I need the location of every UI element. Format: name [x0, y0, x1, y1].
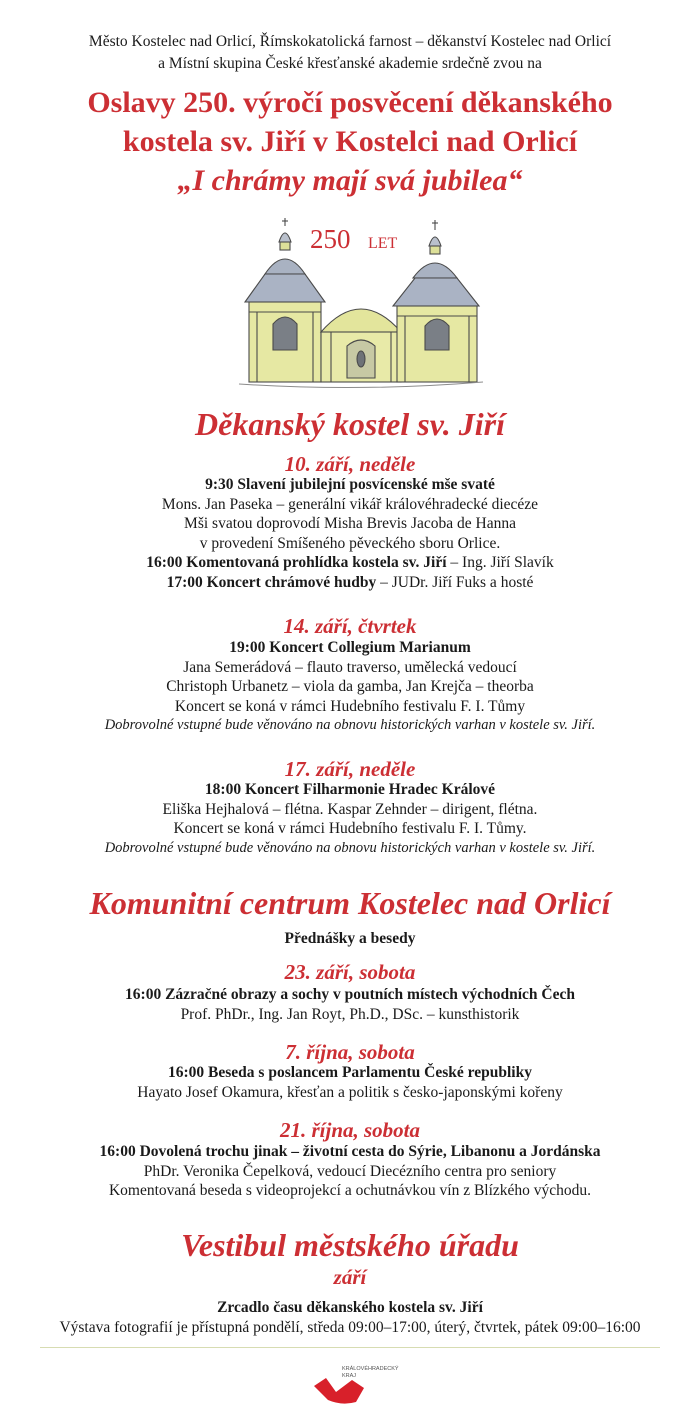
event-line: 9:30 Slavení jubilejní posvícenské mše svaté [205, 476, 495, 493]
event-date: září [333, 1265, 367, 1289]
event-line: Prof. PhDr., Ing. Jan Royt, Ph.D., DSc. – kunsthistorik [180, 1005, 520, 1023]
church-illustration [235, 216, 485, 396]
event-line: 19:00 Koncert Collegium Marianum [229, 639, 471, 656]
event-line: 16:00 Zázračné obrazy a sochy v poutních místech východních Čech [125, 986, 575, 1003]
event-line: Eliška Hejhalová – flétna. Kaspar Zehnder – dirigent, flétna. [162, 800, 538, 818]
event-date: 10. září, neděle [284, 452, 416, 476]
event-line: PhDr. Veronika Čepelková, vedoucí Diecézního centra pro seniory [143, 1162, 557, 1180]
event-line: Christoph Urbanetz – viola da gamba, Jan Krejča – theorba [166, 678, 534, 695]
section-heading-vestibule: Vestibul městského úřadu [181, 1227, 519, 1263]
intro-line: a Místní skupina České křesťanské akademie srdečně zvou na [158, 55, 542, 72]
event-line: Zrcadlo času děkanského kostela sv. Jiří [217, 1299, 483, 1316]
section-heading-church: Děkanský kostel sv. Jiří [195, 406, 505, 442]
event-line: Jana Semerádová – flauto traverso, umělecká vedoucí [183, 658, 517, 676]
event-date: 17. září, neděle [284, 757, 416, 781]
intro-text [0, 31, 700, 75]
logo-text: KRÁLOVÉHRADECKÝ [342, 1366, 399, 1372]
event-details [0, 1063, 700, 1102]
event-date: 14. září, čtvrtek [283, 614, 417, 638]
event-line: 18:00 Koncert Filharmonie Hradec Králové [204, 781, 496, 798]
title-line: Oslavy 250. výročí posvěcení děkanského [87, 86, 613, 119]
event-date: 21. října, sobota [279, 1118, 421, 1142]
event-line: v provedení Smíšeného pěveckého sboru Orlice. [199, 534, 501, 552]
event-date: 23. září, sobota [284, 960, 416, 984]
section-heading-community: Komunitní centrum Kostelec nad Orlicí [89, 885, 611, 921]
event-line: Mši svatou doprovodí Misha Brevis Jacoba de Hanna [184, 515, 516, 532]
event-line: Hayato Josef Okamura, křesťan a politik s česko-japonskými kořeny [137, 1083, 563, 1101]
event-date: 7. října, sobota [285, 1040, 415, 1064]
central-facade [321, 309, 401, 382]
event-details [0, 638, 700, 736]
kralovehradecky-kraj-logo [312, 1358, 399, 1406]
title-line: kostela sv. Jiří v Kostelci nad Orlicí [122, 125, 578, 158]
event-details [0, 475, 700, 592]
event-line: Koncert se koná v rámci Hudebního festivalu F. I. Tůmy. [173, 820, 527, 837]
event-line: 16:00 Komentovaná prohlídka kostela sv. Jiří – Ing. Jiří Slavík [146, 554, 554, 571]
event-details [0, 1142, 700, 1201]
intro-line: Město Kostelec nad Orlicí, Římskokatolická farnost – děkanství Kostelec nad Orlicí [88, 33, 612, 50]
event-line: Komentovaná beseda s videoprojekcí a ochutnávkou vín z Blízkého východu. [108, 1182, 592, 1199]
logo-text: KRAJ [342, 1373, 357, 1379]
footer-divider [40, 1347, 660, 1348]
event-line: 16:00 Beseda s poslancem Parlamentu České republiky [168, 1064, 532, 1081]
main-title [0, 83, 700, 200]
right-tower [393, 220, 479, 382]
event-details [0, 780, 700, 858]
event-details [0, 985, 700, 1024]
anniversary-unit: LET [368, 235, 398, 252]
event-line: Mons. Jan Paseka – generální vikář královéhradecké diecéze [161, 495, 539, 513]
event-line: 17:00 Koncert chrámové hudby – JUDr. Jiří Fuks a hosté [166, 573, 534, 591]
event-line: Výstava fotografií je přístupná pondělí, středa 09:00–17:00, úterý, čtvrtek, pátek 09:00–16:00 [59, 1318, 641, 1336]
title-motto: „I chrámy mají svá jubilea“ [177, 164, 523, 197]
ground-line [239, 382, 483, 388]
community-subheading [0, 929, 700, 949]
donation-note: Dobrovolné vstupné bude věnováno na obnovu historických varhan v kostele sv. Jiří. [104, 839, 596, 856]
event-line: 16:00 Dovolená trochu jinak – životní cesta do Sýrie, Libanonu a Jordánska [99, 1143, 601, 1160]
event-line: Koncert se koná v rámci Hudebního festivalu F. I. Tůmy [174, 697, 526, 715]
event-details [0, 1298, 700, 1337]
donation-note: Dobrovolné vstupné bude věnováno na obnovu historických varhan v kostele sv. Jiří. [104, 717, 596, 733]
subheading-text: Přednášky a besedy [284, 930, 416, 947]
anniversary-number: 250 [310, 224, 351, 254]
